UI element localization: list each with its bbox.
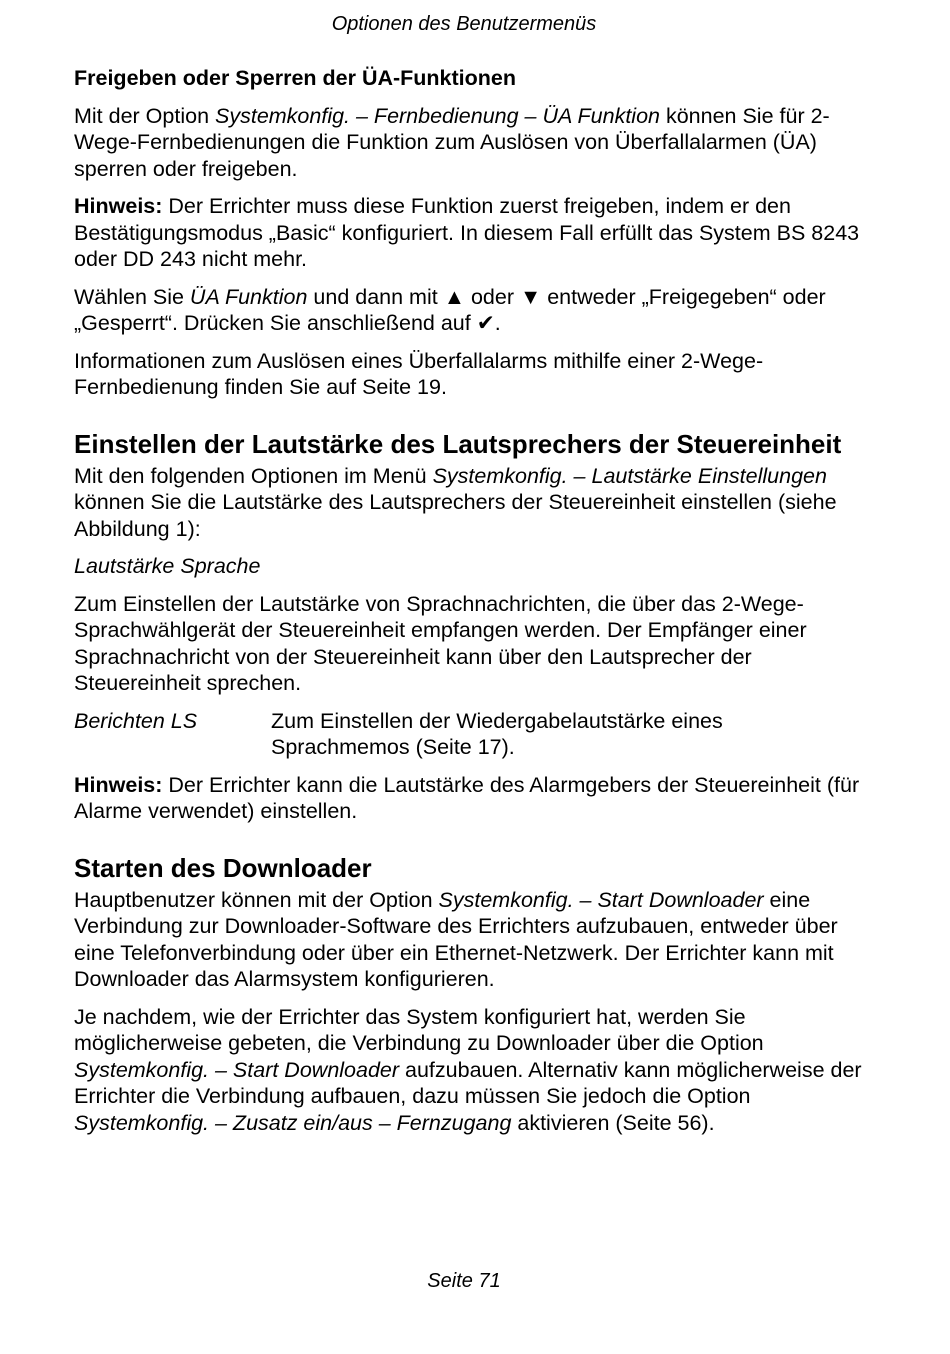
text-run: . [494,311,501,335]
note-label: Hinweis: [74,772,163,797]
text-run: Mit der Option [74,103,215,128]
up-arrow-icon: ▲ [443,284,465,309]
section-heading-volume: Einstellen der Lautstärke des Lautsprechers der Steuereinheit [74,428,842,459]
text-run: können Sie für 2-Wege-Fernbedienungen die Funktion zum Auslösen von Überfallalarmen (ÜA) sperren oder freigeben. [74,103,830,181]
page-header: Optionen des Benutzermenüs [331,13,597,35]
page-number: Seite 71 [427,1270,501,1292]
text-run: und dann mit [307,284,444,309]
text-run: Wählen Sie [74,284,190,309]
text-run: Hauptbenutzer können mit der Option [74,887,439,912]
text-run: Je nachdem, wie der Errichter das System konfiguriert hat, werden Sie möglicherweise gebeten, die Verbindung zu Downloader über die Option [74,1004,764,1055]
menu-path: Systemkonfig. – Fernbedienung – ÜA Funktion [215,103,660,128]
paragraph [74,1004,864,1137]
note-text: Der Errichter kann die Lautstärke des Alarmgebers der Steuereinheit (für Alarme verwendet) einstellen. [74,772,860,823]
text-run: oder [464,284,520,309]
note-paragraph [74,193,864,273]
section-heading-downloader: Starten des Downloader [74,852,372,883]
page-content [74,65,864,1147]
text-run: aufzubauen. Alternativ kann möglicherweise der Errichter die Verbindung aufbauen, dazu müssen Sie jedoch die Option [74,1057,862,1108]
definition-term: Lautstärke Sprache [74,554,261,578]
definition-description: Zum Einstellen der Wiedergabelautstärke eines Sprachmemos (Seite 17). [271,708,723,759]
menu-path: Systemkonfig. – Zusatz ein/aus – Fernzugang [74,1110,512,1135]
text-run: entweder „Freigegeben“ oder „Gesperrt“. Drücken Sie anschließend auf [74,284,826,335]
text-run: Mit den folgenden Optionen im Menü [74,463,433,488]
text-run: können Sie die Lautstärke des Lautsprechers der Steuereinheit einstellen (siehe Abbildung 1): [74,490,837,541]
menu-path: Systemkonfig. – Start Downloader [438,887,764,912]
note-text: Der Errichter muss diese Funktion zuerst freigeben, indem er den Bestätigungsmodus „Basic“ konfiguriert. In diesem Fall erfüllt das System BS 8243 oder DD 243 nicht mehr. [74,194,860,271]
text-run: eine Verbindung zur Downloader-Software des Errichters aufzubauen, entweder über eine Telefonverbindung oder über ein Ethernet-Netzwerk. Der Errichter kann mit Downloader das Alarmsystem konfigurieren. [74,887,838,991]
checkmark-icon: ✔ [476,311,495,335]
definition-description: Zum Einstellen der Lautstärke von Sprachnachrichten, die über das 2-Wege-Sprachwählgerät der Steuereinheit empfangen werden. Der Empfänger einer Sprachnachricht von der Steuereinheit kann über den Lautsprecher der Steuereinheit sprechen. [74,591,807,695]
section-heading-uea: Freigeben oder Sperren der ÜA-Funktionen [74,66,516,90]
paragraph [74,463,864,543]
text-run: aktivieren (Seite 56). [511,1110,715,1135]
down-arrow-icon: ▼ [519,284,542,309]
paragraph [74,887,864,993]
paragraph [74,103,864,183]
menu-path: Systemkonfig. – Lautstärke Einstellungen [432,463,827,488]
note-paragraph [74,772,864,825]
paragraph: Informationen zum Auslösen eines Überfallalarms mithilfe einer 2-Wege-Fernbedienung finden Sie auf Seite 19. [74,348,764,399]
definition-row [74,708,864,761]
definition-term: Berichten LS [74,708,198,733]
note-label: Hinweis: [74,194,163,218]
paragraph [74,284,864,337]
menu-item: ÜA Funktion [189,284,308,309]
menu-path: Systemkonfig. – Start Downloader [74,1057,400,1082]
